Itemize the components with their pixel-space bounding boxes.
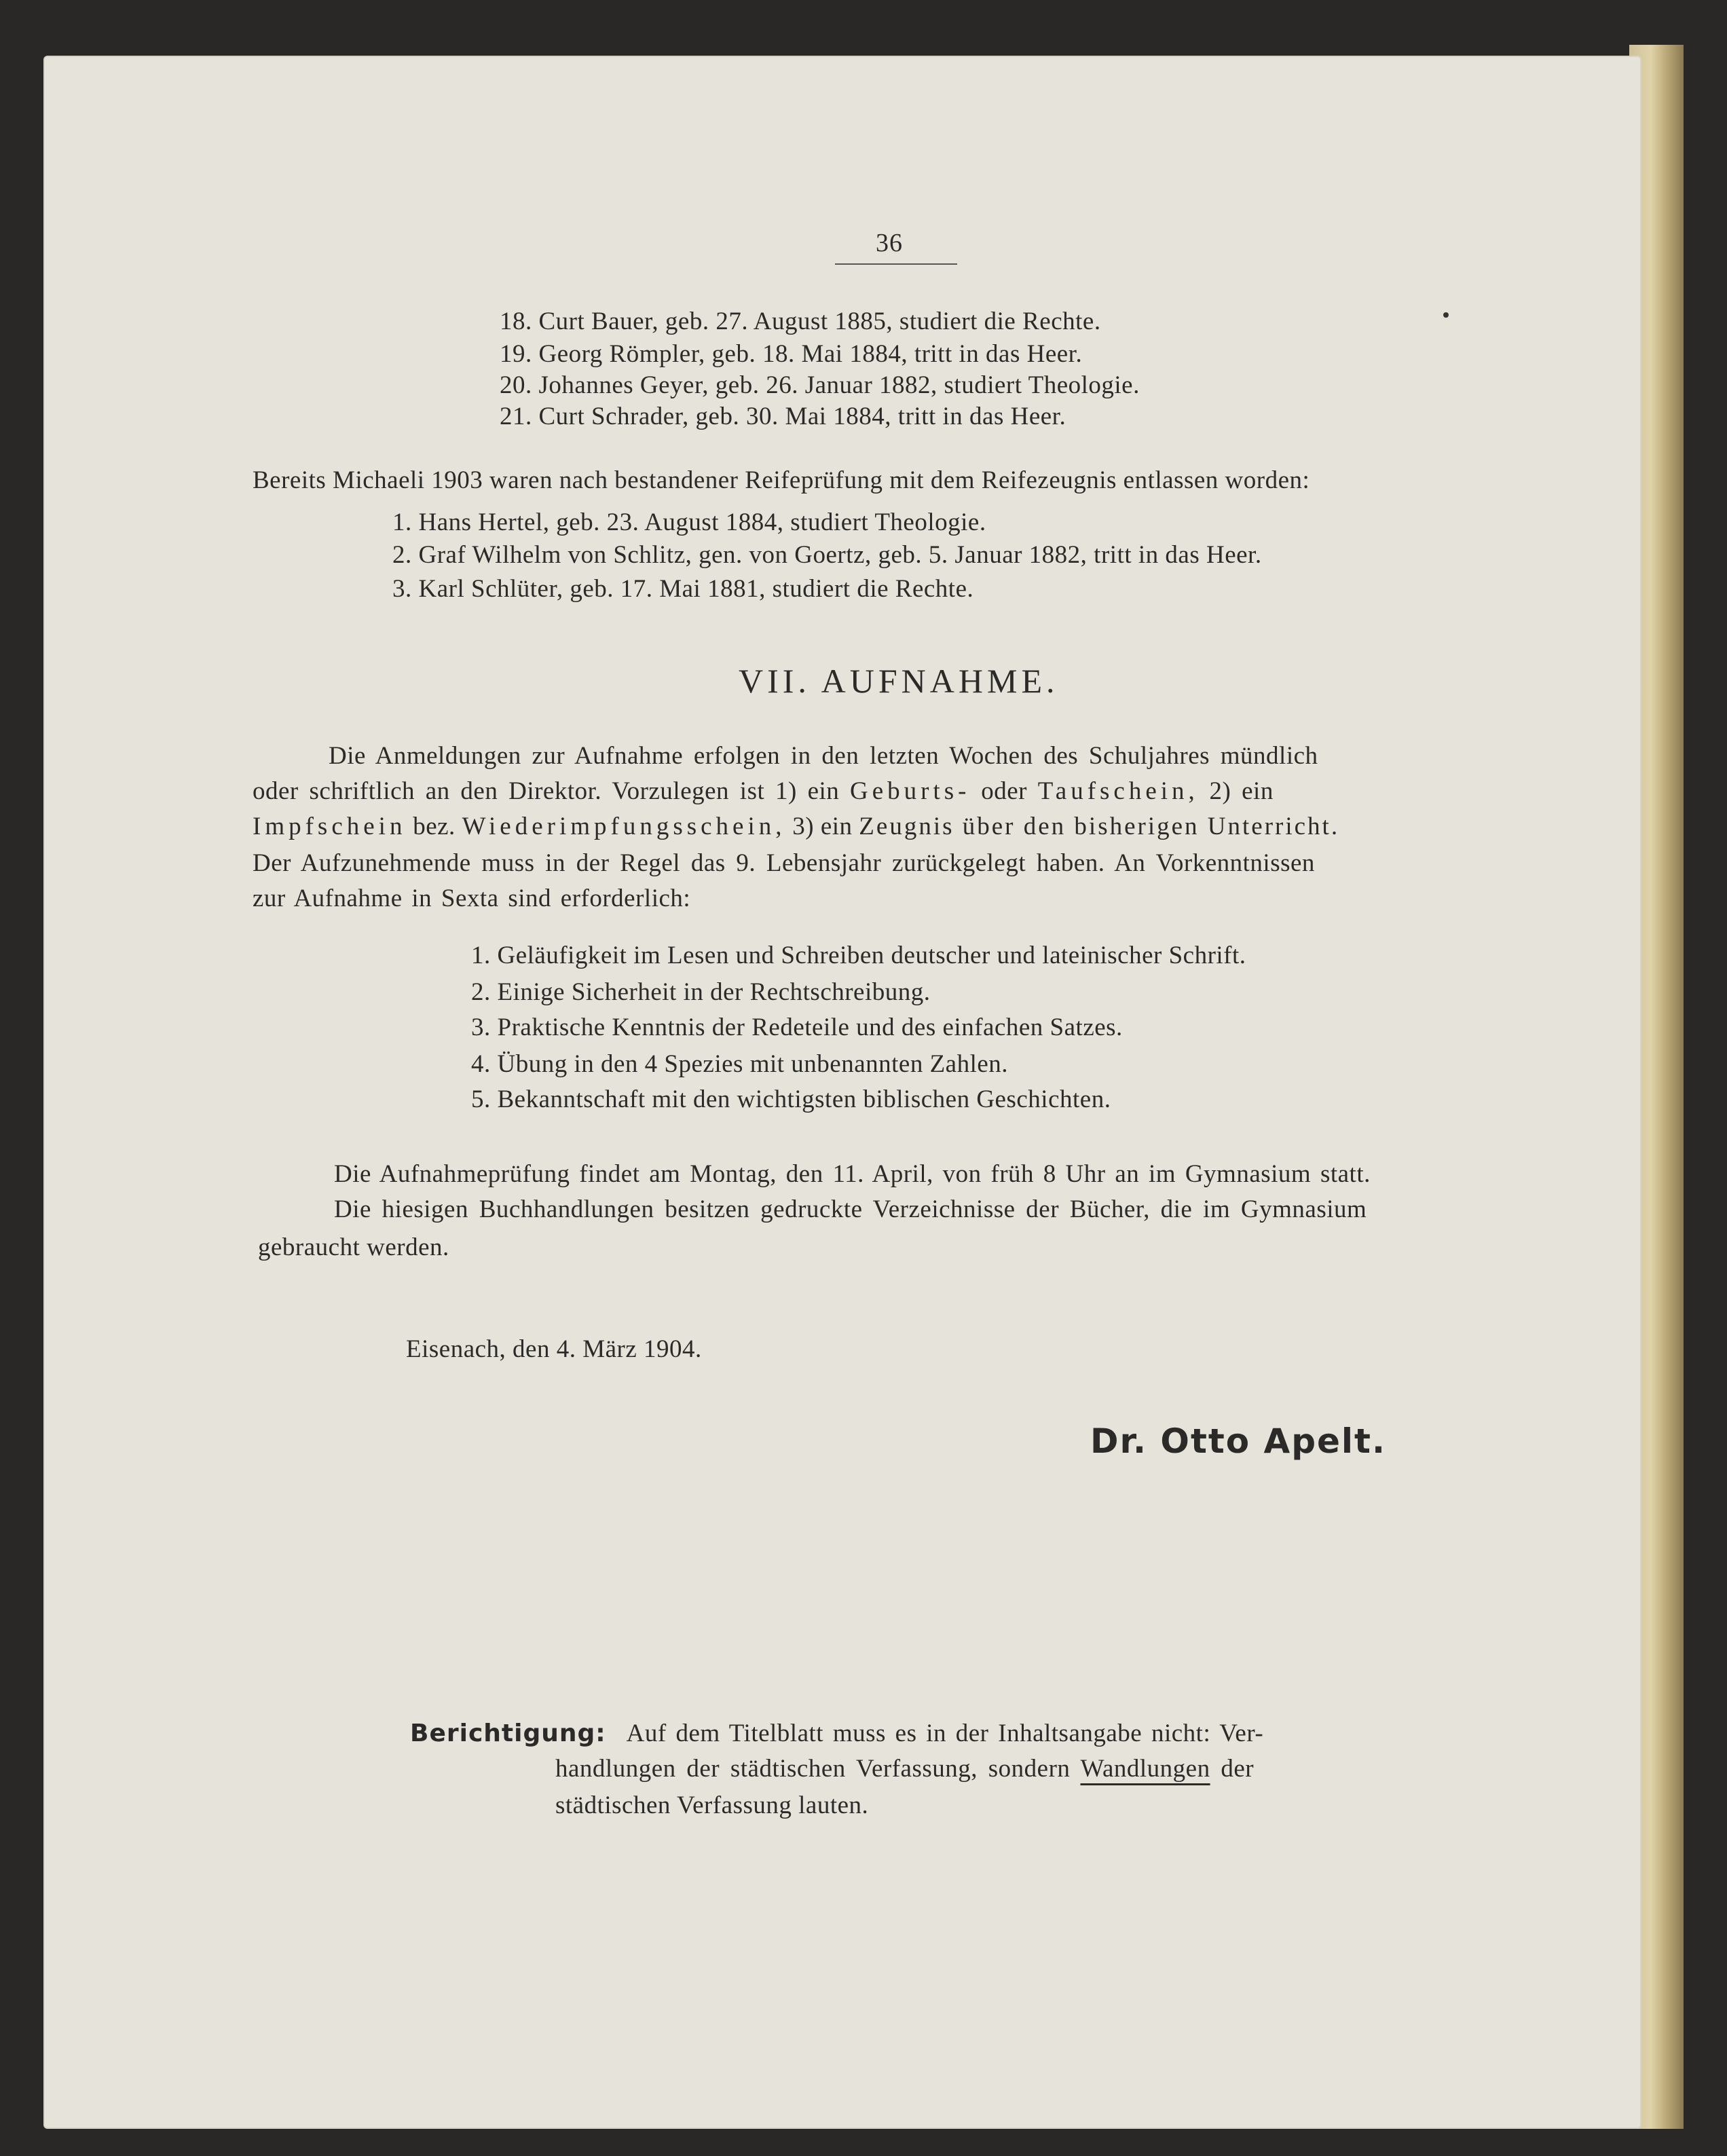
text-run: der: [1221, 1755, 1255, 1783]
list-text: Geläufigkeit im Lesen und Schreiben deutscher und lateinischer Schrift.: [497, 942, 1246, 969]
paragraph-line: Der Aufzunehmende muss in der Regel das 9. Lebensjahr zurückgelegt haben. An Vorkenntnissen: [253, 849, 1315, 877]
list-item: [471, 1013, 1123, 1042]
text-run: oder: [981, 777, 1027, 805]
list-text: Einige Sicherheit in der Rechtschreibung.: [497, 978, 931, 1006]
signature: Dr. Otto Apelt.: [1090, 1421, 1386, 1461]
list-item: [500, 307, 1101, 336]
list-text: Johannes Geyer, geb. 26. Januar 1882, studiert Theologie.: [538, 371, 1140, 399]
text-run: Impfschein: [253, 813, 407, 840]
paragraph-line: [253, 812, 1339, 841]
list-number: 19.: [500, 340, 532, 368]
underlined-word: Wandlungen: [1080, 1755, 1210, 1783]
correction-line: [410, 1719, 1263, 1748]
list-number: 2.: [471, 978, 491, 1006]
list-item: [392, 508, 986, 537]
ink-dot: [1443, 312, 1449, 318]
list-item: [500, 402, 1066, 431]
page-number: 36: [876, 229, 903, 257]
correction-line: [555, 1754, 1254, 1783]
list-number: 2.: [392, 541, 412, 569]
list-text: Praktische Kenntnis der Redeteile und des einfachen Satzes.: [497, 1014, 1123, 1041]
list-number: 20.: [500, 371, 532, 399]
text-run: 3) ein: [792, 813, 853, 840]
list-text: Curt Bauer, geb. 27. August 1885, studiert die Rechte.: [538, 308, 1101, 335]
list-text: Bekanntschaft mit den wichtigsten biblischen Geschichten.: [497, 1085, 1111, 1113]
books-line: gebraucht werden.: [258, 1233, 449, 1261]
list-number: 21.: [500, 403, 532, 430]
list-item: [392, 540, 1262, 570]
text-run: 2) ein: [1209, 777, 1274, 805]
paragraph-line: [253, 777, 1274, 806]
list-number: 1.: [471, 942, 491, 969]
exam-line: Die Aufnahmeprüfung findet am Montag, den 11. April, von früh 8 Uhr an im Gymnasium statt.: [334, 1160, 1371, 1188]
paragraph-line: Die Anmeldungen zur Aufnahme erfolgen in den letzten Wochen des Schuljahres mündlich: [329, 742, 1318, 770]
list-item: [392, 574, 973, 603]
list-text: Graf Wilhelm von Schlitz, gen. von Goertz, geb. 5. Januar 1882, tritt in das Heer.: [418, 541, 1262, 569]
list-item: [500, 339, 1082, 369]
list-item: [471, 1049, 1008, 1079]
list-text: Karl Schlüter, geb. 17. Mai 1881, studiert die Rechte.: [418, 575, 974, 603]
list-text: Curt Schrader, geb. 30. Mai 1884, tritt in das Heer.: [538, 403, 1066, 430]
paragraph-line: zur Aufnahme in Sexta sind erforderlich:: [253, 885, 691, 912]
text-run: Zeugnis über den bisherigen Unterricht.: [859, 813, 1340, 840]
list-number: 5.: [471, 1085, 491, 1113]
michaeli-intro: Bereits Michaeli 1903 waren nach bestandener Reifeprüfung mit dem Reifezeugnis entlassen worden:: [253, 466, 1310, 494]
list-item: [471, 941, 1246, 970]
text-run: Wiederimpfungsschein,: [462, 813, 786, 840]
list-number: 3.: [471, 1014, 491, 1041]
text-run: Auf dem Titelblatt muss es in der Inhaltsangabe nicht: Ver-: [626, 1720, 1264, 1747]
text-run: Geburts-: [850, 777, 971, 805]
list-number: 4.: [471, 1050, 491, 1078]
text-run: handlungen der städtischen Verfassung, sondern: [555, 1755, 1071, 1783]
section-heading: VII. AUFNAHME.: [739, 662, 1059, 700]
list-text: Übung in den 4 Spezies mit unbenannten Zahlen.: [497, 1050, 1009, 1078]
list-number: 1.: [392, 508, 412, 536]
list-number: 3.: [392, 575, 412, 603]
correction-line: städtischen Verfassung lauten.: [555, 1791, 869, 1819]
correction-label: Berichtigung:: [410, 1720, 606, 1747]
place-date: Eisenach, den 4. März 1904.: [406, 1335, 702, 1363]
text-run: Taufschein,: [1037, 777, 1199, 805]
page-number-rule: [835, 263, 957, 265]
list-item: [471, 978, 931, 1007]
list-item: [500, 371, 1140, 400]
list-text: Georg Römpler, geb. 18. Mai 1884, tritt in das Heer.: [538, 340, 1083, 368]
books-line: Die hiesigen Buchhandlungen besitzen gedruckte Verzeichnisse der Bücher, die im Gymnasium: [334, 1195, 1367, 1223]
list-text: Hans Hertel, geb. 23. August 1884, studiert Theologie.: [418, 508, 986, 536]
list-item: [471, 1085, 1111, 1114]
list-number: 18.: [500, 308, 532, 335]
text-run: oder schriftlich an den Direktor. Vorzulegen ist 1) ein: [253, 777, 840, 805]
text-run: bez.: [413, 813, 456, 840]
